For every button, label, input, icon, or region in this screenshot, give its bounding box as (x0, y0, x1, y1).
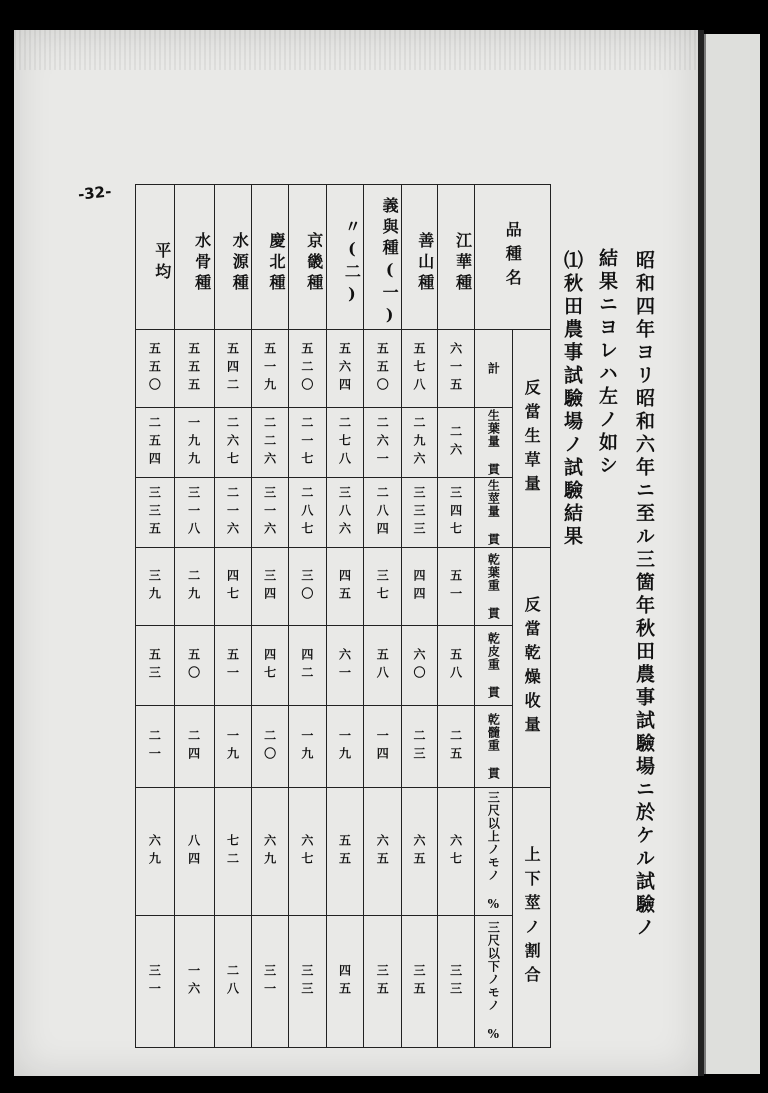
value-cell: 五五〇 (364, 330, 402, 408)
value-cell: 五五 (326, 788, 364, 916)
value-cell: 七二 (214, 788, 252, 916)
value-cell: 二九 (174, 548, 214, 626)
value-cell: 五三 (136, 626, 175, 706)
variety-name-cell: 義與種(一) (364, 185, 402, 330)
value-cell: 三八六 (326, 478, 364, 548)
value-cell: 二一六 (214, 478, 252, 548)
value-cell: 一九 (326, 706, 364, 788)
sub-header-cell: 生葉量 貫 (475, 408, 513, 478)
value-cell: 四五 (326, 548, 364, 626)
value-cell: 三三 (437, 916, 475, 1048)
value-cell: 二五四 (136, 408, 175, 478)
value-cell: 六〇 (402, 626, 438, 706)
value-cell: 六一 (326, 626, 364, 706)
value-cell: 二五 (437, 706, 475, 788)
value-cell: 二八四 (364, 478, 402, 548)
value-cell: 二八 (214, 916, 252, 1048)
value-cell: 二三 (402, 706, 438, 788)
value-cell: 五八 (437, 626, 475, 706)
value-cell: 三三五 (136, 478, 175, 548)
value-cell: 五二〇 (288, 330, 326, 408)
value-cell: 四七 (214, 548, 252, 626)
value-cell: 六五 (402, 788, 438, 916)
value-cell: 三一 (136, 916, 175, 1048)
value-cell: 二一 (136, 706, 175, 788)
sub-header-cell: 三尺以下ノモノ % (475, 916, 513, 1048)
value-cell: 四七 (252, 626, 289, 706)
results-table (135, 184, 551, 1048)
group-header-cell: 反當乾燥收量 (513, 548, 551, 788)
variety-name-cell: 〃(二) (326, 185, 364, 330)
group-header-cell: 上下莖ノ割合 (513, 788, 551, 1048)
sub-header-cell: 乾髓重 貫 (475, 706, 513, 788)
value-cell: 六七 (437, 788, 475, 916)
value-cell: 五七八 (402, 330, 438, 408)
variety-name-cell: 水源種 (214, 185, 252, 330)
value-cell: 四五 (326, 916, 364, 1048)
value-cell: 六五 (364, 788, 402, 916)
value-cell: 二九六 (402, 408, 438, 478)
sub-header-cell: 計 (475, 330, 513, 408)
value-cell: 三三三 (402, 478, 438, 548)
value-cell: 二七八 (326, 408, 364, 478)
value-cell: 二六 (437, 408, 475, 478)
value-cell: 五四二 (214, 330, 252, 408)
variety-name-cell: 平均 (136, 185, 175, 330)
value-cell: 三一八 (174, 478, 214, 548)
value-cell: 四四 (402, 548, 438, 626)
next-page-edge (704, 34, 760, 1074)
value-cell: 三九 (136, 548, 175, 626)
value-cell: 二六七 (214, 408, 252, 478)
sub-header-cell: 三尺以上ノモノ % (475, 788, 513, 916)
value-cell: 二四 (174, 706, 214, 788)
value-cell: 二二六 (252, 408, 289, 478)
value-cell: 三四七 (437, 478, 475, 548)
value-cell: 五一 (214, 626, 252, 706)
value-cell: 五五〇 (136, 330, 175, 408)
value-cell: 五八 (364, 626, 402, 706)
value-cell: 三七 (364, 548, 402, 626)
sub-header-cell: 乾皮重 貫 (475, 626, 513, 706)
result-line: 結果ニヨレハ左ノ如シ (596, 248, 618, 478)
value-cell: 三一 (252, 916, 289, 1048)
value-cell: 五一 (437, 548, 475, 626)
value-cell: 六七 (288, 788, 326, 916)
variety-name-cell: 京畿種 (288, 185, 326, 330)
value-cell: 二〇 (252, 706, 289, 788)
value-cell: 一四 (364, 706, 402, 788)
sub-header-cell: 生莖量 貫 (475, 478, 513, 548)
value-cell: 一九 (214, 706, 252, 788)
variety-name-cell: 慶北種 (252, 185, 289, 330)
value-cell: 五六四 (326, 330, 364, 408)
page-number: -32- (77, 182, 113, 204)
value-cell: 四二 (288, 626, 326, 706)
value-cell: 五〇 (174, 626, 214, 706)
heading-line: 昭和四年ヨリ昭和六年ニ至ル三箇年秋田農事試驗場ニ於ケル試驗ノ (633, 250, 655, 940)
value-cell: 二一七 (288, 408, 326, 478)
value-cell: 三〇 (288, 548, 326, 626)
value-cell: 五一九 (252, 330, 289, 408)
value-cell: 六九 (252, 788, 289, 916)
variety-name-cell: 江華種 (437, 185, 475, 330)
value-cell: 二六一 (364, 408, 402, 478)
value-cell: 三三 (288, 916, 326, 1048)
value-cell: 二八七 (288, 478, 326, 548)
value-cell: 六九 (136, 788, 175, 916)
value-cell: 三四 (252, 548, 289, 626)
name-header: 品種名 (475, 185, 551, 330)
value-cell: 一六 (174, 916, 214, 1048)
variety-name-cell: 水骨種 (174, 185, 214, 330)
value-cell: 八四 (174, 788, 214, 916)
variety-name-cell: 善山種 (402, 185, 438, 330)
value-cell: 三五 (364, 916, 402, 1048)
value-cell: 五五五 (174, 330, 214, 408)
subheading: ⑴秋田農事試驗場ノ試驗結果 (561, 250, 583, 549)
value-cell: 三五 (402, 916, 438, 1048)
value-cell: 三一六 (252, 478, 289, 548)
value-cell: 一九 (288, 706, 326, 788)
value-cell: 六一五 (437, 330, 475, 408)
group-header-cell: 反當生草量 (513, 330, 551, 548)
sub-header-cell: 乾葉重 貫 (475, 548, 513, 626)
value-cell: 一九九 (174, 408, 214, 478)
